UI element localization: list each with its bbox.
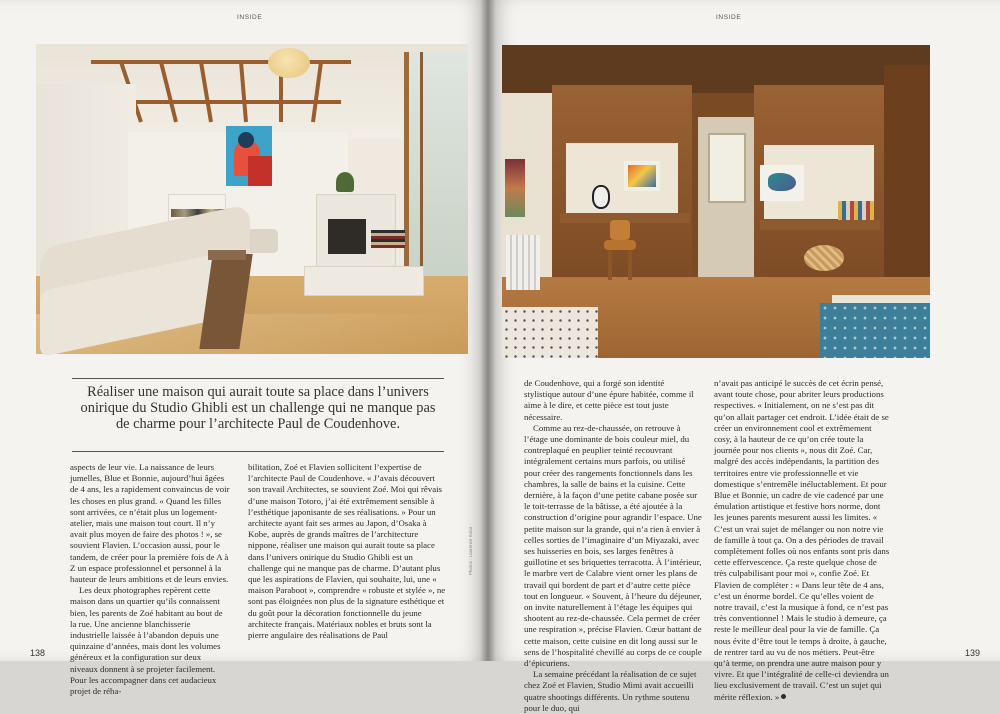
right-page [488, 0, 1000, 713]
child-chair [604, 220, 636, 280]
paper-lamp [268, 48, 310, 78]
text-column-3 [524, 378, 702, 714]
book-stack [371, 230, 405, 248]
hanging-painting [502, 153, 528, 225]
page-number-right: 139 [964, 648, 980, 658]
section-label: INSIDE [237, 14, 263, 21]
paragraph: de Coudenhove, qui a forgé son identité stylistique autour d’une épure habitée, comme il aime à le dire, et cette pièce est tout juste nécessaire. [524, 378, 694, 422]
photo-credit: Photos : Laurence Kolar [468, 526, 473, 575]
paragraph-text [714, 378, 890, 703]
panda-figure [592, 185, 610, 209]
text-column-1 [70, 462, 230, 697]
section-label: INSIDE [716, 14, 742, 21]
window-frame [420, 52, 423, 282]
artwork-left [624, 161, 660, 191]
book-gutter [480, 0, 496, 661]
paragraph: Les deux photographes repèrent cette maison dans un quartier qu’ils connaissent bien, les parents de Zoé habitant au bout de la rue. Une ancienne blanchisserie industrielle laissée à l’abandon depuis une quinzaine d’années, mais dont les volumes généreux et la configuration sur deux niveaux donnent à se projeter facilement. Pour les accompagner dans cet audacieux projet de réha- [70, 585, 223, 697]
desk-niche-left [566, 143, 678, 213]
text-column-2 [248, 462, 448, 641]
text-column-4 [714, 378, 890, 703]
radiator [506, 235, 540, 290]
desk-right [760, 220, 880, 230]
tall-window [404, 52, 468, 282]
wall-painting [226, 126, 272, 186]
living-room-photo [36, 44, 468, 354]
plant-vase [336, 172, 354, 192]
wood-column [884, 65, 930, 280]
pull-quote-text: Réaliser une maison qui aurait toute sa place dans l’univers onirique du Studio Ghibli est un challenge qui ne manque pas de charme pour l’architecte Paul de Coudenhove. [80, 384, 436, 432]
books [838, 201, 874, 221]
bed-right [820, 303, 930, 358]
paragraph: La semaine précédant la réalisation de ce sujet chez Zoé et Flavien, Studio Mimi avait accueilli quatre shootings différents. Un rythme soutenu pour le duo, qui [524, 669, 697, 713]
left-page [0, 0, 488, 697]
wood-interior-photo [502, 45, 930, 358]
pull-quote [72, 378, 444, 452]
concrete-bench [304, 266, 424, 296]
back-window [708, 133, 746, 203]
paragraph: bilitation, Zoé et Flavien sollicitent l’expertise de l’architecte Paul de Coudenhove. « J’avais découvert son travail Architectes, se souvient Zoé. Moi qui rêvais d’une maison Totoro, j’ai été extrêmement sensible à l’esthétique japonisante de ses réalisations. » Pour un architecte ayant fait ses armes au Japon, d’Osaka à Kobe, auprès de grands maîtres de l’architecture nippone, réaliser une maison qui aurait toute sa place dans l’univers onirique du Studio Ghibli est un challenge qui ne manque pas de charme. D’autant plus que les aspirations de Flavien, qui souhaite, lui, une « maison Paraboot », comprendre « robuste et stylée », ne sont pas éloignées non plus de la signature esthétique et du goût pour la décoration fonctionnelle du jeune architecte français. Matériaux nobles et bruts sont la pierre angulaire des réalisations de Paul [248, 462, 446, 641]
end-mark [781, 694, 786, 699]
paragraph: aspects de leur vie. La naissance de leurs jumelles, Blue et Bonnie, aujourd’hui âgées de 4 ans, les a rapidement convaincus de voir les choses en plus grand. « Quand les filles sont arrivées, ce n’était plus un logement-atelier, mais une maison tout court. Il n’y avait plus moyen de faire des photos ! », se souvient Flavien. L’occasion aussi, pour le tandem, de créer pour la première fois de A à Z un espace professionnel et personnel à la hauteur de leurs ambitions et de leurs envies. [70, 462, 230, 585]
rattan-basket [804, 245, 844, 271]
paragraph: Comme au rez-de-chaussée, on retrouve à l’étage une dominante de bois couleur miel, du contreplaqué en peuplier teinté recouvrant intégralement certains murs parfois, ou utilisé pour créer des rangements fonctionnels dans les chambres, la salle de bains et la cuisine. Cette dernière, à la façon d’une petite cabane posée sur le toit-terrasse de la bâtisse, a été ajoutée à la construction d’origine pour agrandir l’espace. Une petite maison sur la grande, qui n’a rien à envier à celles sorties de l’imaginaire d’un Miyazaki, avec ses huisseries en bois, ses larges fenêtres à guillotine et ses briquettes terracotta. À l’intérieur, le marbre vert de Calabre vient orner les plans de travail qui bordent de part et d’autre cette pièce tout en longueur. « Souvent, à l’heure du déjeuner, on invite naturellement à l’étage les équipes qui shootent au rez-de-chaussée. Cela permet de créer une respiration », précise Flavien. Cœur battant de cette maison, cette cuisine en dit long aussi sur le sens de l’hospitalité chevillé au corps de ce couple d’épicuriens. [524, 422, 702, 669]
page-number-left: 138 [30, 648, 46, 658]
paragraph: n’avait pas anticipé le succès de cet écrin pensé, avant toute chose, pour abriter leurs productions respectives. « Initialement, on ne s’est pas dit qu’on allait partager cet endroit. L’idée était de se créer un environnement cool et extrêmement cosy, à la hauteur de ce qu’on crée toute la journée pour nos clients », nous dit Zoé. Car, malgré des accès indépendants, la partition des territoires entre vie professionnelle et vie domestique s’entremêle inéluctablement. Et pour Blue et Bonnie, un cadre de vie cadencé par une émulation artistique et festive hors norme, dont les jeunes parents mesurent aussi les limites. « C’est un vrai sujet de mélanger ou non notre vie de famille à tout ça. On a des périodes de travail complètement folles où nos enfants sont pris dans cette effervescence. Ça reste quelque chose de très culpabilisant pour moi », confie Zoé. Et Flavien de compléter : « Dans leur tête de 4 ans, c’est un énorme bordel. Ce qu’elles voient de notre travail, c’est la musique à fond, ce n’est pas très conventionnel ! Mais le studio à demeure, ça reste le meilleur deal pour la vie de famille. Ça nous évite d’être tout le temps à droite, à gauche, de rentrer tard au vu de nos métiers. Peut-être qu’à terme, on prendra une autre maison pour y vivre. Et que l’intégralité de celle-ci deviendra un lieu exclusivement de travail. C’est un sujet qui mérite réflexion. » [714, 378, 890, 702]
artwork-right [760, 165, 804, 201]
fireplace-opening [328, 219, 366, 254]
bed-left [502, 307, 598, 358]
